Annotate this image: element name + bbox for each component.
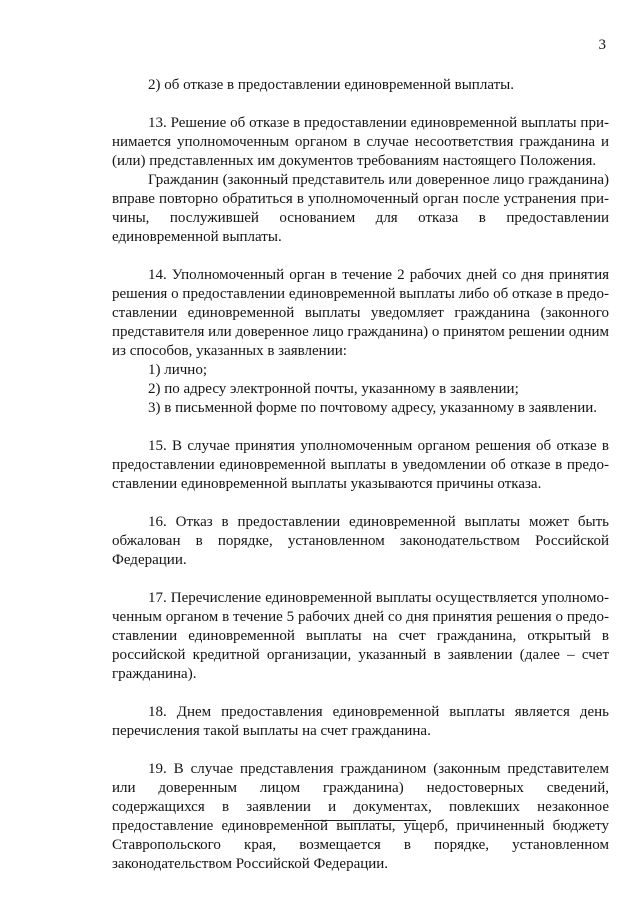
paragraph-15: 15. В случае принятия уполномоченным органом решения об отказе в предоставлении единовременной выплаты в уведомлении об отказе в предоставлении единовременной выплаты указываются причины отказа. [112, 438, 609, 492]
paragraph-14-item-2: 2) по адресу электронной почты, указанному в заявлении; [148, 381, 519, 397]
paragraph-14-item-1: 1) лично; [148, 362, 207, 378]
paragraph-17: 17. Перечисление единовременной выплаты осуществляется уполномоченным органом в течение 5 рабочих дней со дня принятия решения о предоставлении единовременной выплаты на счет гражданина, открытый в российской кредитной организации, указанный в заявлении (далее – счет гражданина). [112, 590, 609, 682]
page-number: 3 [598, 37, 606, 53]
paragraph-14-item-3: 3) в письменной форме по почтовому адресу, указанному в заявлении. [148, 400, 598, 416]
document-body [112, 76, 609, 874]
end-separator-line [304, 820, 416, 821]
paragraph-13: 13. Решение об отказе в предоставлении единовременной выплаты принимается уполномоченным органом в случае несоответствия гражданина и (или) представленных им документов требованиям настоящего Положения. [112, 115, 609, 169]
paragraph-16: 16. Отказ в предоставлении единовременной выплаты может быть обжалован в порядке, установленном законодательством Российской Федерации. [112, 514, 609, 568]
paragraph-18: 18. Днем предоставления единовременной выплаты является день перечисления такой выплаты на счет гражданина. [112, 704, 609, 739]
paragraph-14: 14. Уполномоченный орган в течение 2 рабочих дней со дня принятия решения о предоставлении единовременной выплаты либо об отказе в предоставлении единовременной выплаты уведомляет гражданина (законного представителя или доверенное лицо гражданина) о принятом решении одним из способов, указанных в заявлении: [112, 267, 609, 359]
paragraph-13-continuation: Гражданин (законный представитель или доверенное лицо гражданина) вправе повторно обратиться в уполномоченный орган после устранения причины, послужившей основанием для отказа в предоставлении единовременной выплаты. [112, 172, 609, 245]
paragraph-19: 19. В случае представления гражданином (законным представителем или доверенным лицом гражданина) недостоверных сведений, содержащихся в заявлении и документах, повлекших незаконное предоставление единовременной выплаты, ущерб, причиненный бюджету Ставропольского края, возмещается в порядке, установленном законодательством Российской Федерации. [112, 761, 609, 872]
paragraph-12-item-2: 2) об отказе в предоставлении единовременной выплаты. [148, 77, 514, 93]
